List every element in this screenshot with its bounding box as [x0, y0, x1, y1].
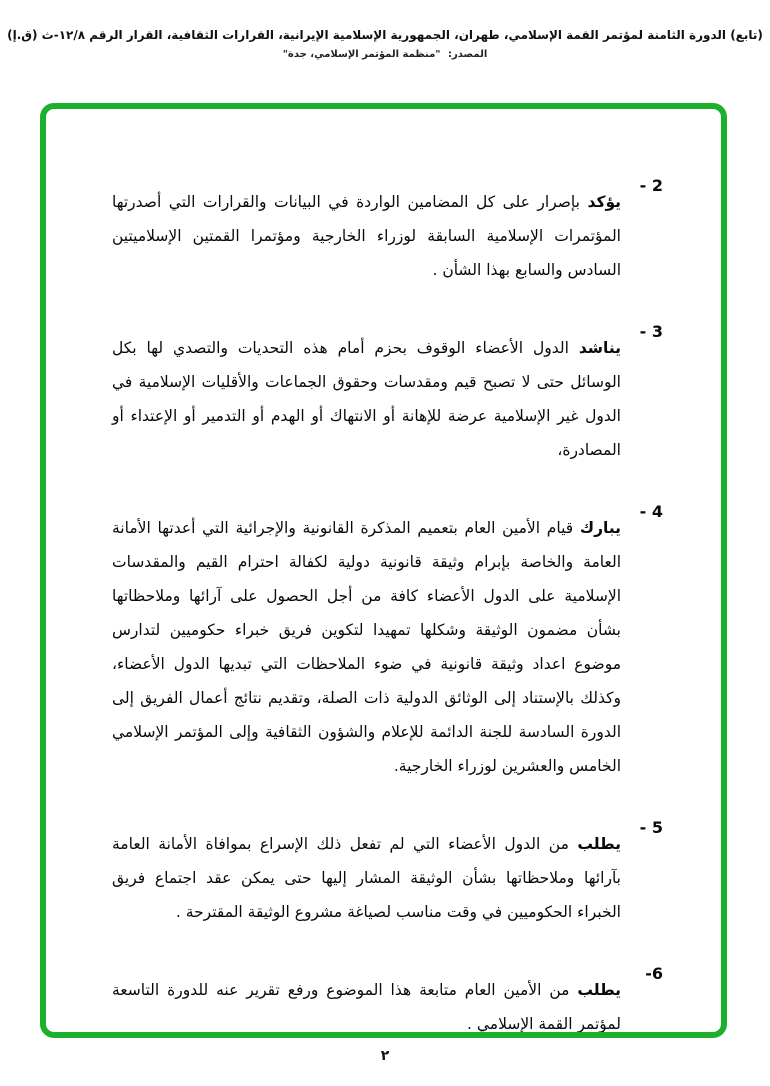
header-citation: (تابع) الدورة الثامنة لمؤتمر القمة الإسلامي، طهران، الجمهورية الإسلامية الإيرانية، القرارات الثقافية، القرار الرقم ١٢/٨-ث (ق.إ)	[7, 28, 763, 42]
item-number: 2 -	[639, 176, 663, 195]
item-body-text: الدول الأعضاء الوقوف بحزم أمام هذه التحديات والتصدي لها بكل الوسائل حتى لا تصبح قيم ومقدسات وحقوق الجماعات والأقليات الإسلامية في الدول غير الإسلامية عرضة للإهانة أو الانتهاك أو الهدم أو التدمير أو الإعتداء أو المصادرة،	[112, 338, 621, 459]
item-text	[112, 185, 621, 287]
item-text	[112, 827, 621, 929]
item-text	[112, 511, 621, 783]
item-lead-word: يطلب	[577, 980, 621, 999]
green-border-frame	[40, 103, 727, 1038]
item-lead-word: يطلب	[577, 834, 621, 853]
page-number: ٢	[380, 1048, 390, 1064]
item-number: 6-	[645, 964, 663, 983]
resolution-item-4	[112, 495, 663, 798]
source-value: "منظمة المؤتمر الإسلامي، جدة"	[282, 49, 441, 60]
resolution-item-2	[112, 169, 663, 302]
item-text	[112, 973, 621, 1039]
item-number: 5 -	[639, 818, 663, 837]
item-text	[112, 331, 621, 467]
item-lead-word: يؤكد	[587, 192, 621, 211]
item-lead-word: يناشد	[578, 338, 621, 357]
resolution-item-6	[112, 957, 663, 1038]
item-body-text: بإصرار على كل المضامين الواردة في البيانات والقرارات التي أصدرتها المؤتمرات الإسلامية السابقة لوزراء الخارجية ومؤتمرا القمتين الإسلاميتين السادس والسابع بهذا الشأن .	[112, 192, 621, 279]
item-body-text: من الدول الأعضاء التي لم تفعل ذلك الإسراع بموافاة الأمانة العامة بآرائها وملاحظاتها بشأن الوثيقة المشار إليها حتى يمكن عقد اجتماع فريق الخبراء الحكوميين في وقت مناسب لصياغة مشروع الوثيقة المقترحة .	[112, 834, 621, 921]
resolution-item-3	[112, 315, 663, 482]
document-header	[0, 28, 770, 60]
item-number: 4 -	[639, 502, 663, 521]
resolution-items	[46, 109, 721, 1038]
item-body-text: قيام الأمين العام بتعميم المذكرة القانونية والإجرائية التي أعدتها الأمانة العامة والخاصة بإبرام وثيقة قانونية دولية لكفالة احترام القيم والمقدسات الإسلامية على الدول الأعضاء كافة من أجل الحصول على آرائها وملاحظاتها بشأن مضمون الوثيقة وشكلها تمهيدا لتكوين فريق خبراء حكوميين لتدارس موضوع اعداد وثيقة قانونية في ضوء الملاحظات التي تبديها الدول الأعضاء، وكذلك بالإستناد إلى الوثائق الدولية ذات الصلة، وتقديم نتائج أعمال الفريق إلى الدورة السادسة للجنة الدائمة للإعلام والشؤون الثقافية وإلى المؤتمر الإسلامي الخامس والعشرين لوزراء الخارجية.	[112, 518, 621, 775]
item-lead-word: يبارك	[579, 518, 621, 537]
item-body-text: من الأمين العام متابعة هذا الموضوع ورفع تقرير عنه للدورة التاسعة لمؤتمر القمة الإسلامي .	[112, 980, 621, 1033]
item-number: 3 -	[639, 322, 663, 341]
resolution-item-5	[112, 811, 663, 944]
source-label: المصدر:	[447, 49, 488, 60]
source-line	[0, 49, 770, 60]
